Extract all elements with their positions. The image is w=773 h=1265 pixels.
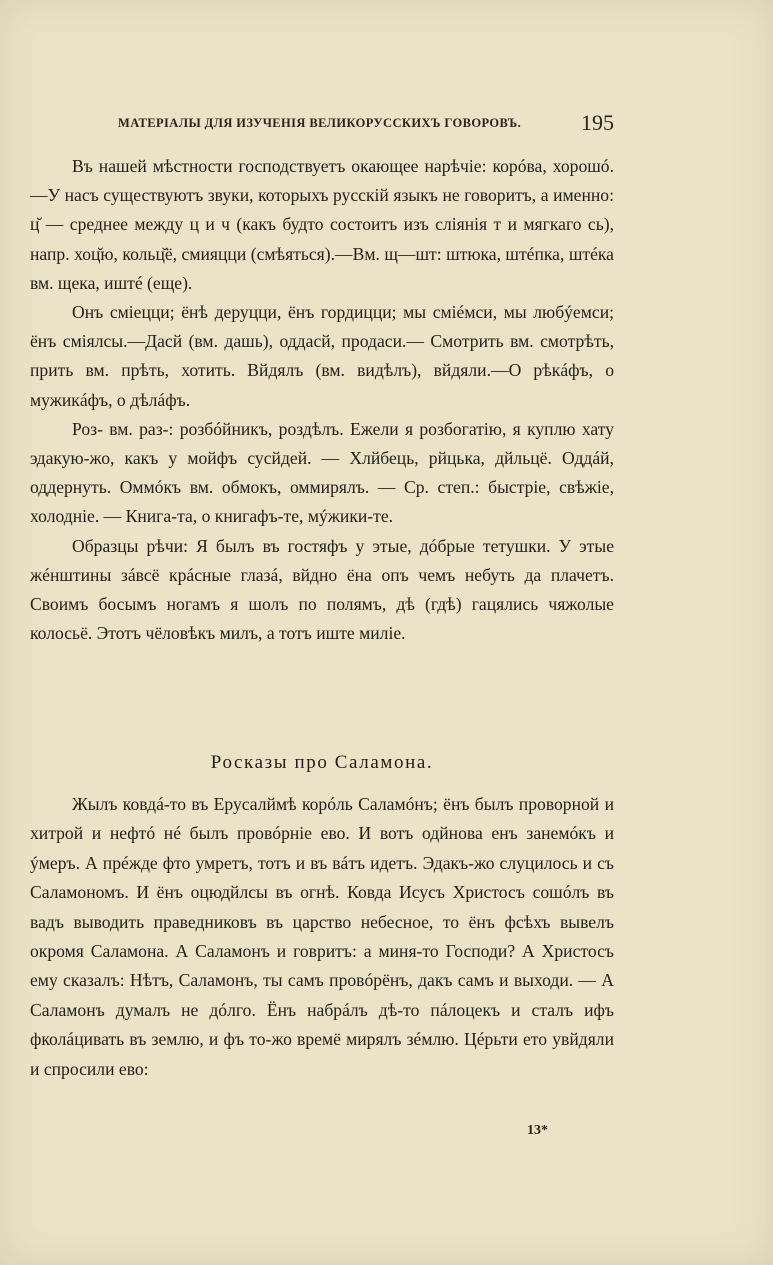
paragraph-verb-forms: Онъ смiецци; ёнѣ деруцци, ёнъ гордицци; мы смiéмси, мы любýемси; ёнъ смiялсы.—Дасй (вм. дашь), оддасй, продаси.— Смотрить вм. смотрѣть, прить вм. прѣть, хотить. Вйдялъ (вм. видѣлъ), вйдяли.—О рѣкáфъ, о мужикáфъ, о дѣлáфъ. — [30, 302, 614, 410]
running-head — [118, 110, 614, 140]
section-title: Росказы про Саламона. — [210, 752, 434, 773]
paragraph-dialect-description: Въ нашей мѣстности господствуетъ окающее нарѣчіе: корóва, хорошó.—У насъ существуютъ звуки, которыхъ русскій языкъ не говоритъ, а именно: ц̆ — среднее между ц и ч (какъ будто состоитъ изъ слiянiя т и мягкаго сь), напр. хоц̆ю, кольц̆ё, смияцци (смѣяться).—Вм. щ—шт: штюка, штéпка, штéка вм. щека, иштé (еще). — [30, 156, 614, 293]
main-text — [30, 152, 614, 648]
running-head-title: МАТЕРІАЛЫ ДЛЯ ИЗУЧЕНІЯ ВЕЛИКОРУССКИХЪ ГОВОРОВЪ. — [118, 116, 522, 130]
tale-text — [30, 790, 614, 1084]
paragraph-speech-samples: Образцы рѣчи: Я былъ въ гостяфъ у этые, дóбрые тетушки. У этые жéнштины зáвсё крáсные глазá, вйдно ёна опъ чемъ небуть да плачетъ. Своимъ босымъ ногамъ я шолъ по полямъ, дѣ (гдѣ) гацялись чяжолые колосьё. Этотъ чёловѣкъ милъ, а тотъ иште милiе. — [30, 535, 614, 644]
page-number: 195 — [581, 110, 614, 135]
tale-paragraph: Жылъ ковдá-то въ Ерусалймѣ корóль Саламóнъ; ёнъ былъ проворной и хитрой и нефтó нé былъ провóрнiе ево. И вотъ одйнова енъ занемóкъ и ýмеръ. А прéжде фто умретъ, тотъ и въ вáтъ идетъ. Эдакъ-жо слуцилось и съ Саламономъ. И ёнъ оцюдйлсы въ огнѣ. Ковда Исусъ Христосъ сошóлъ въ вадъ выводить праведниковъ въ царство небесное, то ёнъ фсѣхъ вывелъ окромя Саламона. А Саламонъ и говритъ: а миня-то Господи? А Христосъ ему сказалъ: Нѣтъ, Саламонъ, ты самъ провóрёнъ, дакъ самъ и выходи. — А Саламонъ думалъ не дóлго. Ёнъ набрáлъ дѣ-то пáлоцекъ и сталъ ифъ фколáцивать въ землю, и фъ то-жо времё мирялъ зéмлю. Цéрьти ето увйдяли и спросили ево: — [30, 794, 614, 1079]
paragraph-prefix-forms: Роз- вм. раз-: розбóйникъ, роздѣлъ. Ежели я розбогатiю, я куплю хату эдакую-жо, какъ у мойфъ сусйдей. — Хлйбець, рйцька, дйльцё. Оддáй, оддернуть. Оммóкъ вм. обмокъ, оммирялъ. — Ср. степ.: быстрiе, свѣжiе, холоднiе. — Книга-та, о книгафъ-те, мýжики-те. — [30, 418, 614, 527]
signature-mark: 13* — [527, 1123, 548, 1138]
